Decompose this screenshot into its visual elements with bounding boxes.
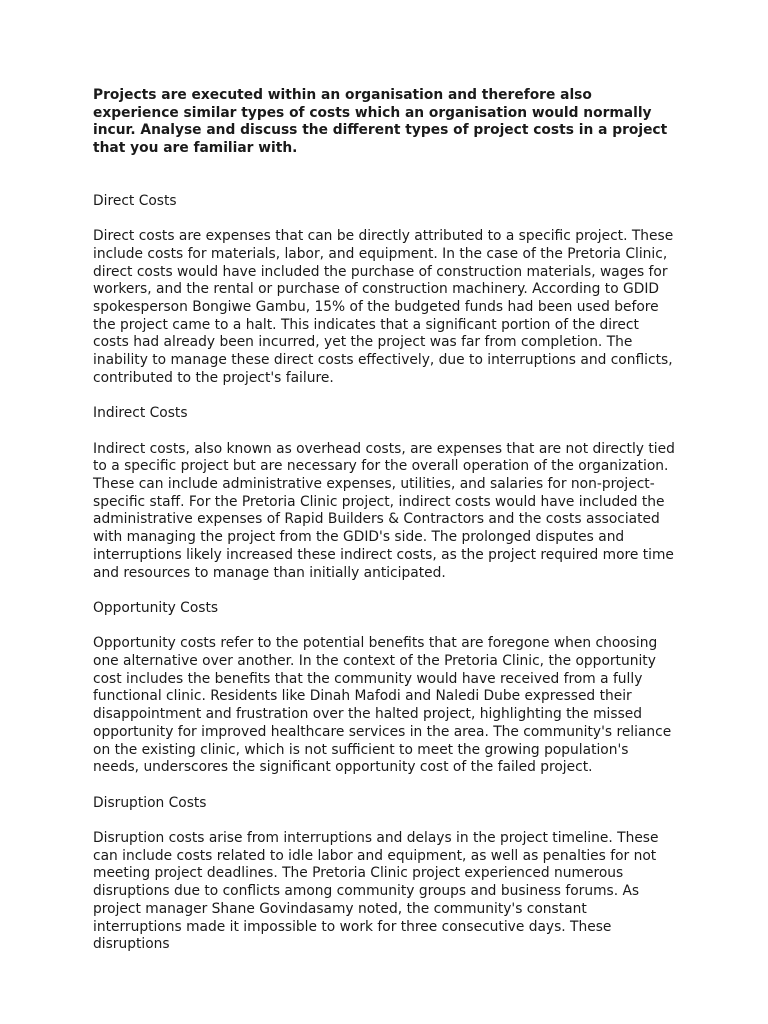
section-opportunity-costs bbox=[93, 600, 678, 777]
section-heading: Direct Costs bbox=[93, 192, 177, 209]
section-body: Direct costs are expenses that can be directly attributed to a specific project. These include costs for materials, labor, and equipment. In the case of the Pretoria Clinic, direct costs would have included the purchase of construction materials, wages for workers, and the rental or purchase of construction machinery. According to GDID spokesperson Bongiwe Gambu, 15% of the budgeted funds had been used before the project came to a halt. This indicates that a significant portion of the direct costs had already been incurred, yet the project was far from completion. The inability to manage these direct costs effectively, due to interruptions and conflicts, contributed to the project's failure. bbox=[93, 228, 674, 386]
section-indirect-costs bbox=[93, 405, 678, 582]
section-body: Indirect costs, also known as overhead costs, are expenses that are not directly tied to a specific project but are necessary for the overall operation of the organization. These can include administrative expenses, utilities, and salaries for non-project-specific staff. For the Pretoria Clinic project, indirect costs would have included the administrative expenses of Rapid Builders & Contractors and the costs associated with managing the project from the GDID's side. The prolonged disputes and interruptions likely increased these indirect costs, as the project required more time and resources to manage than initially anticipated. bbox=[93, 440, 675, 581]
section-direct-costs bbox=[93, 193, 678, 388]
question-text: Projects are executed within an organisation and therefore also experience similar types of costs which an organisation would normally incur. Analyse and discuss the different types of project costs in a project that you are familiar with. bbox=[93, 87, 668, 157]
section-heading: Indirect Costs bbox=[93, 405, 188, 422]
section-body: Opportunity costs refer to the potential benefits that are foregone when choosing one alternative over another. In the context of the Pretoria Clinic, the opportunity cost includes the benefits that the community would have received from a fully functional clinic. Residents like Dinah Mafodi and Naledi Dube expressed their disappointment and frustration over the halted project, highlighting the missed opportunity for improved healthcare services in the area. The community's reliance on the existing clinic, which is not sufficient to meet the growing population's needs, underscores the significant opportunity cost of the failed project. bbox=[93, 635, 672, 776]
section-heading: Disruption Costs bbox=[93, 794, 207, 811]
section-disruption-costs bbox=[93, 795, 678, 954]
document-page bbox=[93, 87, 678, 972]
section-body: Disruption costs arise from interruptions and delays in the project timeline. These can include costs related to idle labor and equipment, as well as penalties for not meeting project deadlines. The Pretoria Clinic project experienced numerous disruptions due to conflicts among community groups and business forums. As project manager Shane Govindasamy noted, the community's constant interruptions made it impossible to work for three consecutive days. These disruptions bbox=[93, 830, 659, 953]
section-heading: Opportunity Costs bbox=[93, 599, 219, 616]
